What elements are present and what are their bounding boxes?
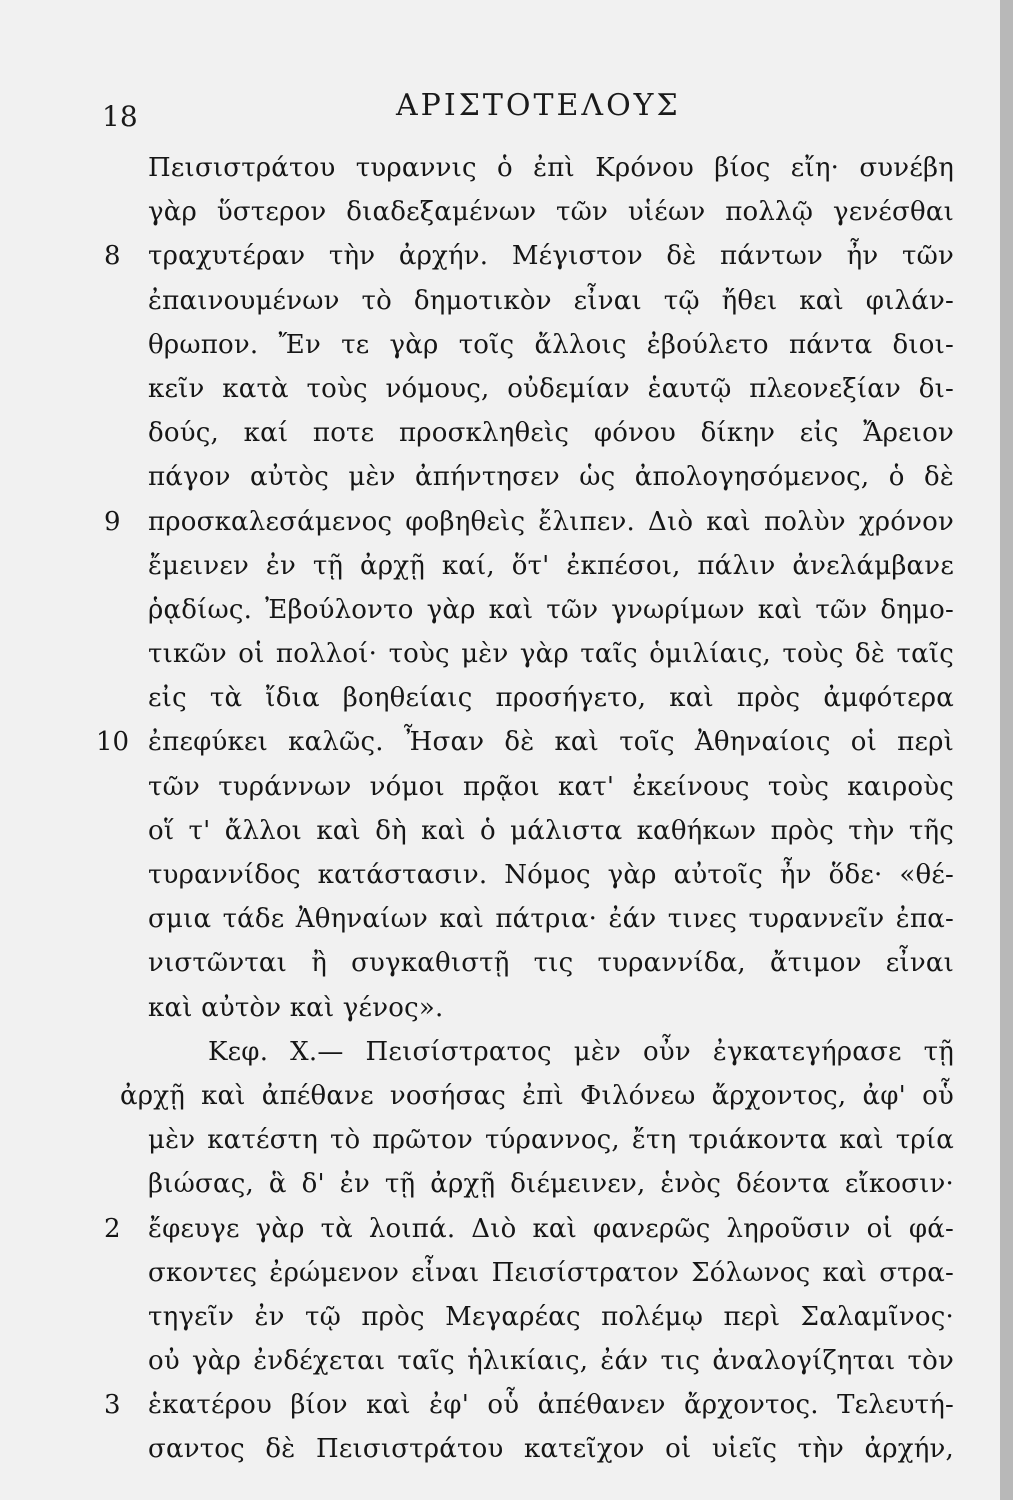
line-text: προσκαλεσάμενος φοβηθεὶς ἔλιπεν. Διὸ καὶ πολὺν χρόνον: [148, 506, 954, 537]
line-text: βιώσας, ἃ δ' ἐν τῇ ἀρχῇ διέμεινεν, ἑνὸς δέοντα εἴκοσιν·: [148, 1169, 954, 1200]
line-text: τηγεῖν ἐν τῷ πρὸς Μεγαρέας πολέμῳ περὶ Σαλαμῖνος·: [148, 1301, 954, 1332]
line-text: θρωπον. Ἔν τε γὰρ τοῖς ἄλλοις ἐβούλετο πάντα διοι-: [148, 329, 954, 360]
line-text: κεῖν κατὰ τοὺς νόμους, οὐδεμίαν ἑαυτῷ πλεονεξίαν δι-: [148, 373, 954, 404]
text-line: [0, 1297, 1000, 1341]
text-line: [0, 1032, 1000, 1076]
line-text: μὲν κατέστη τὸ πρῶτον τύραννος, ἔτη τριάκοντα καὶ τρία: [148, 1125, 954, 1156]
text-line: [0, 1429, 1000, 1473]
line-text: δούς, καί ποτε προσκληθεὶς φόνου δίκην εἰς Ἄρειον: [148, 418, 954, 449]
line-text: ῥᾳδίως. Ἐβούλοντο γὰρ καὶ τῶν γνωρίμων καὶ τῶν δημο-: [148, 594, 954, 625]
text-line: [0, 634, 1000, 678]
line-text: ἐπαινουμένων τὸ δημοτικὸν εἶναι τῷ ἤθει καὶ φιλάν-: [148, 285, 954, 316]
margin-section-number: 3: [104, 1390, 121, 1421]
text-line: [0, 1076, 1000, 1120]
line-text: τικῶν οἱ πολλοί· τοὺς μὲν γὰρ ταῖς ὁμιλίαις, τοὺς δὲ ταῖς: [148, 639, 954, 670]
line-text: οὐ γὰρ ἐνδέχεται ταῖς ἡλικίαις, ἐάν τις ἀναλογίζηται τὸν: [148, 1346, 954, 1377]
line-text: ἀρχῇ καὶ ἀπέθανε νοσήσας ἐπὶ Φιλόνεω ἄρχοντος, ἀφ' οὗ: [120, 1080, 954, 1111]
line-text: σμια τάδε Ἀθηναίων καὶ πάτρια· ἐάν τινες τυραννεῖν ἐπα-: [148, 904, 954, 935]
text-line: [0, 457, 1000, 501]
text-line: [0, 1209, 1000, 1253]
text-line: [0, 1385, 1000, 1429]
line-text: τραχυτέραν τὴν ἀρχήν. Μέγιστον δὲ πάντων ἦν τῶν: [148, 241, 954, 272]
margin-section-number: 10: [96, 727, 130, 758]
text-line: [0, 855, 1000, 899]
margin-section-number: 8: [104, 241, 121, 272]
text-line: [0, 678, 1000, 722]
line-text: ἑκατέρου βίον καὶ ἐφ' οὗ ἀπέθανεν ἄρχοντος. Τελευτή-: [148, 1390, 954, 1421]
line-text: εἰς τὰ ἴδια βοηθείαις προσήγετο, καὶ πρὸς ἀμφότερα: [148, 683, 954, 714]
text-line: [0, 281, 1000, 325]
text-line: [0, 899, 1000, 943]
margin-section-number: 2: [104, 1213, 121, 1244]
line-text: ἔμεινεν ἐν τῇ ἀρχῇ καί, ὅτ' ἐκπέσοι, πάλιν ἀνελάμβανε: [148, 550, 954, 581]
text-line: [0, 988, 1000, 1032]
text-line: [0, 413, 1000, 457]
line-text: πάγον αὐτὸς μὲν ἀπήντησεν ὡς ἀπολογησόμενος, ὁ δὲ: [148, 462, 954, 493]
line-text: γὰρ ὕστερον διαδεξαμένων τῶν υἱέων πολλῷ γενέσθαι: [148, 197, 954, 228]
text-line: [0, 502, 1000, 546]
line-text: σκοντες ἐρώμενον εἶναι Πεισίστρατον Σόλωνος καὶ στρα-: [148, 1257, 954, 1288]
line-text: Κεφ. Χ.— Πεισίστρατος μὲν οὖν ἐγκατεγήρασε τῇ: [208, 1036, 954, 1067]
text-line: [0, 811, 1000, 855]
line-text: οἵ τ' ἄλλοι καὶ δὴ καὶ ὁ μάλιστα καθήκων πρὸς τὴν τῆς: [148, 815, 954, 846]
page-edge: [1000, 0, 1013, 1500]
text-line: [0, 369, 1000, 413]
text-line: [0, 192, 1000, 236]
line-text: ἐπεφύκει καλῶς. Ἦσαν δὲ καὶ τοῖς Ἀθηναίοις οἱ περὶ: [148, 727, 954, 758]
line-text: καὶ αὐτὸν καὶ γένος».: [148, 992, 444, 1023]
text-line: [0, 1341, 1000, 1385]
text-line: [0, 767, 1000, 811]
text-line: [0, 722, 1000, 766]
body-text: [0, 148, 1000, 1474]
page-number: 18: [102, 100, 138, 133]
text-line: [0, 943, 1000, 987]
running-title: ΑΡΙΣΤΟΤΕΛΟΥΣ: [396, 88, 681, 123]
text-line: [0, 1253, 1000, 1297]
line-text: Πεισιστράτου τυραννις ὁ ἐπὶ Κρόνου βίος εἴη· συνέβη: [148, 153, 954, 183]
text-line: [0, 546, 1000, 590]
text-line: [0, 325, 1000, 369]
line-text: σαντος δὲ Πεισιστράτου κατεῖχον οἱ υἱεῖς τὴν ἀρχήν,: [148, 1434, 954, 1465]
text-line: [0, 148, 1000, 192]
text-line: [0, 1164, 1000, 1208]
line-text: τυραννίδος κατάστασιν. Νόμος γὰρ αὐτοῖς ἦν ὅδε· «θέ-: [148, 860, 954, 890]
text-line: [0, 236, 1000, 280]
text-line: [0, 1120, 1000, 1164]
line-text: νιστῶνται ἢ συγκαθιστῇ τις τυραννίδα, ἄτιμον εἶναι: [148, 948, 954, 979]
margin-section-number: 9: [104, 506, 121, 537]
page-header: [0, 86, 1000, 136]
line-text: ἔφευγε γὰρ τὰ λοιπά. Διὸ καὶ φανερῶς ληροῦσιν οἱ φά-: [148, 1213, 954, 1244]
text-line: [0, 590, 1000, 634]
line-text: τῶν τυράννων νόμοι πρᾷοι κατ' ἐκείνους τοὺς καιροὺς: [148, 771, 954, 802]
